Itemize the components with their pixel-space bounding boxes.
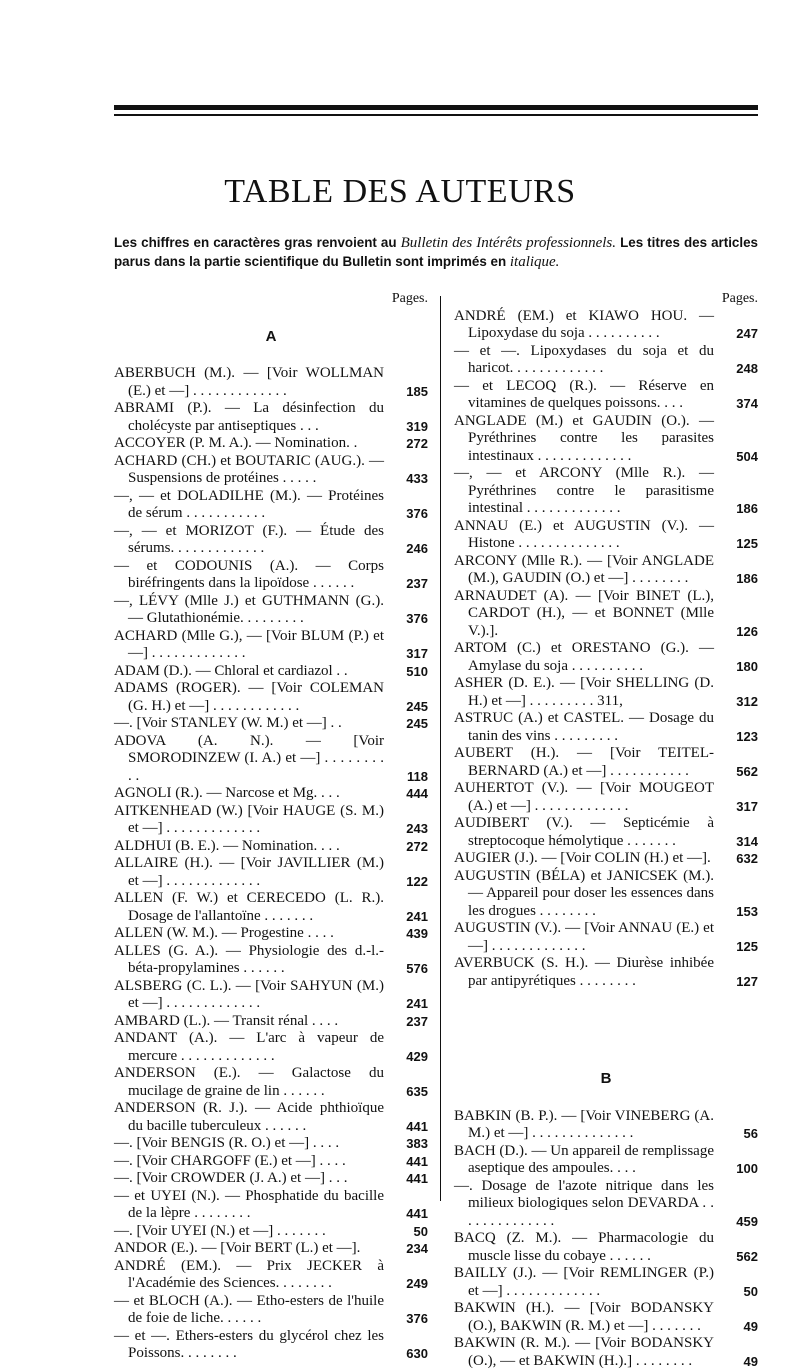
index-entry <box>114 803 428 838</box>
entry-text: ABRAMI (P.). — La désinfection du cholécyste par antiseptiques . . . <box>114 400 388 434</box>
index-entry <box>114 925 428 943</box>
entry-page-number: 248 <box>736 360 758 378</box>
index-entry <box>114 1223 428 1241</box>
entry-text: ANDERSON (E.). — Galactose du mucilage de graine de lin . . . . . . <box>114 1065 388 1099</box>
index-entry <box>114 715 428 733</box>
index-entry <box>114 838 428 856</box>
entry-page-number: 186 <box>736 500 758 518</box>
entry-text: ANDERSON (R. J.). — Acide phthioïque du bacille tuberculeux . . . . . . <box>114 1100 388 1134</box>
index-entry <box>454 868 758 921</box>
entry-page-number: 247 <box>736 325 758 343</box>
entry-page-number: 125 <box>736 938 758 956</box>
entry-text: ACHARD (CH.) et BOUTARIC (AUG.). — Suspensions de protéines . . . . . <box>114 453 388 487</box>
entry-text: — et LECOQ (R.). — Réserve en vitamines de quelques poissons. . . . <box>454 378 718 412</box>
index-entry <box>454 920 758 955</box>
pages-header-left: Pages. <box>114 290 428 308</box>
entry-page-number: 439 <box>406 925 428 943</box>
entry-text: ALSBERG (C. L.). — [Voir SAHYUN (M.) et —] . . . . . . . . . . . . . <box>114 978 388 1012</box>
entry-page-number: 632 <box>736 850 758 868</box>
entry-text: ANDRÉ (EM.). — Prix JECKER à l'Académie des Sciences. . . . . . . . <box>114 1258 388 1292</box>
entry-text: ALLES (G. A.). — Physiologie des d.-l.-béta-propylamines . . . . . . <box>114 943 384 977</box>
entry-page-number: 237 <box>406 1013 428 1031</box>
entry-page-number: 126 <box>736 623 758 641</box>
entry-text: ARCONY (Mlle R.). — [Voir ANGLADE (M.), GAUDIN (O.) et —] . . . . . . . . <box>454 553 718 587</box>
entry-page-number: 441 <box>406 1118 428 1136</box>
entry-text: BAKWIN (H.). — [Voir BODANSKY (O.), BAKWIN (R. M.) et —] . . . . . . . <box>454 1300 718 1334</box>
entry-text: AUDIBERT (V.). — Septicémie à streptocoque hémolytique . . . . . . . <box>454 815 718 849</box>
entry-text: ANDANT (A.). — L'arc à vapeur de mercure . . . . . . . . . . . . . <box>114 1030 388 1064</box>
index-entry <box>114 1013 428 1031</box>
entry-page-number: 49 <box>744 1318 758 1336</box>
entry-page-number: 243 <box>406 820 428 838</box>
entry-text: —, — et MORIZOT (F.). — Étude des sérums. . . . . . . . . . . . . <box>114 523 388 557</box>
index-entry <box>114 785 428 803</box>
index-entry <box>114 1100 428 1135</box>
index-entry <box>114 628 428 663</box>
entry-text: —. [Voir STANLEY (W. M.) et —] . . <box>114 715 342 731</box>
right-column <box>454 290 758 1370</box>
intro-paragraph <box>114 234 758 271</box>
entry-text: AUHERTOT (V.). — [Voir MOUGEOT (A.) et —] . . . . . . . . . . . . . <box>454 780 718 814</box>
entry-text: —. [Voir CROWDER (J. A.) et —] . . . <box>114 1170 347 1186</box>
intro-italic-1: Bulletin des Intérêts professionnels. <box>401 235 616 251</box>
page-title: TABLE DES AUTEURS <box>0 173 800 211</box>
entry-page-number: 125 <box>736 535 758 553</box>
entry-text: —, — et ARCONY (Mlle R.). — Pyréthrines contre le parasitisme intestinal . . . . . . . . . . . . . <box>454 465 718 516</box>
entry-text: AMBARD (L.). — Transit rénal . . . . <box>114 1013 338 1029</box>
index-entry <box>454 518 758 553</box>
entry-text: BABKIN (B. P.). — [Voir VINEBERG (A. M.) et —] . . . . . . . . . . . . . . <box>454 1108 718 1142</box>
entry-page-number: 562 <box>736 1248 758 1266</box>
entry-page-number: 510 <box>406 663 428 681</box>
left-entry-list <box>114 365 428 1363</box>
index-entry <box>114 1135 428 1153</box>
entry-page-number: 441 <box>406 1170 428 1188</box>
entry-text: BAKWIN (R. M.). — [Voir BODANSKY (O.), — et BAKWIN (H.).] . . . . . . . . <box>454 1335 718 1369</box>
index-entry <box>114 435 428 453</box>
entry-page-number: 272 <box>406 435 428 453</box>
entry-text: ASTRUC (A.) et CASTEL. — Dosage du tanin des vins . . . . . . . . . <box>454 710 718 744</box>
index-entry <box>454 588 758 641</box>
entry-text: ANGLADE (M.) et GAUDIN (O.). — Pyréthrines contre les parasites intestinaux . . . . . . . . . . . . . <box>454 413 718 464</box>
entry-page-number: 185 <box>406 383 428 401</box>
index-entry <box>454 1300 758 1335</box>
index-entry <box>114 453 428 488</box>
entry-page-number: 376 <box>406 505 428 523</box>
intro-italic-2: italique. <box>510 254 560 270</box>
entry-page-number: 234 <box>406 1240 428 1258</box>
entry-page-number: 245 <box>406 715 428 733</box>
entry-text: ALLAIRE (H.). — [Voir JAVILLIER (M.) et —] . . . . . . . . . . . . . <box>114 855 388 889</box>
entry-text: AUBERT (H.). — [Voir TEITEL-BERNARD (A.) et —] . . . . . . . . . . . <box>454 745 714 779</box>
intro-text-2: Les titres des articles parus dans la partie scientifique du Bulletin sont imprimés en <box>114 235 758 269</box>
entry-page-number: 444 <box>406 785 428 803</box>
entry-text: — et CODOUNIS (A.). — Corps biréfringents dans la lipoïdose . . . . . . <box>114 558 388 592</box>
entry-page-number: 245 <box>406 698 428 716</box>
section-letter-a: A <box>114 328 428 346</box>
entry-text: ADAMS (ROGER). — [Voir COLEMAN (G. H.) et —] . . . . . . . . . . . . <box>114 680 388 714</box>
index-entry <box>454 308 758 343</box>
entry-text: AGNOLI (R.). — Narcose et Mg. . . . <box>114 785 340 801</box>
left-column <box>114 290 428 1363</box>
index-entry <box>114 733 428 786</box>
index-entry <box>454 640 758 675</box>
pages-header-right: Pages. <box>454 290 758 308</box>
entry-page-number: 127 <box>736 973 758 991</box>
entry-page-number: 49 <box>744 1353 758 1370</box>
index-entry <box>454 780 758 815</box>
entry-page-number: 441 <box>406 1153 428 1171</box>
index-entry <box>454 850 758 868</box>
index-entry <box>454 710 758 745</box>
entry-page-number: 562 <box>736 763 758 781</box>
entry-text: AUGIER (J.). — [Voir COLIN (H.) et —]. <box>454 850 711 866</box>
index-entry <box>114 593 428 628</box>
entry-text: ALLEN (W. M.). — Progestine . . . . <box>114 925 334 941</box>
index-entry <box>114 1240 428 1258</box>
entry-text: ADAM (D.). — Chloral et cardiazol . . <box>114 663 348 679</box>
index-entry <box>454 745 758 780</box>
index-entry <box>454 1108 758 1143</box>
index-entry <box>114 1065 428 1100</box>
index-entry <box>454 465 758 518</box>
index-entry <box>454 1335 758 1370</box>
entry-page-number: 312 <box>736 693 758 711</box>
entry-page-number: 433 <box>406 470 428 488</box>
index-entry <box>114 1188 428 1223</box>
entry-page-number: 374 <box>736 395 758 413</box>
index-entry <box>454 675 758 710</box>
index-entry <box>454 553 758 588</box>
top-rule-thin <box>114 114 758 116</box>
entry-page-number: 153 <box>736 903 758 921</box>
index-entry <box>114 855 428 890</box>
entry-text: ALDHUI (B. E.). — Nomination. . . . <box>114 838 340 854</box>
entry-page-number: 50 <box>744 1283 758 1301</box>
entry-text: ACCOYER (P. M. A.). — Nomination. . <box>114 435 357 451</box>
index-entry <box>114 1328 428 1363</box>
entry-page-number: 122 <box>406 873 428 891</box>
index-entry <box>114 1258 428 1293</box>
index-entry <box>454 1178 758 1231</box>
entry-page-number: 504 <box>736 448 758 466</box>
index-entry <box>114 1170 428 1188</box>
index-entry <box>454 815 758 850</box>
entry-text: ANNAU (E.) et AUGUSTIN (V.). — Histone . . . . . . . . . . . . . . <box>454 518 718 552</box>
entry-text: —. [Voir CHARGOFF (E.) et —] . . . . <box>114 1153 346 1169</box>
entry-text: ADOVA (A. N.). — [Voir SMORODINZEW (I. A.) et —] . . . . . . . . . . <box>114 733 388 784</box>
entry-page-number: 180 <box>736 658 758 676</box>
entry-page-number: 241 <box>406 908 428 926</box>
entry-text: — et —. Lipoxydases du soja et du haricot. . . . . . . . . . . . . <box>454 343 718 377</box>
entry-text: BAILLY (J.). — [Voir REMLINGER (P.) et —] . . . . . . . . . . . . . <box>454 1265 718 1299</box>
entry-page-number: 576 <box>406 960 428 978</box>
entry-text: ACHARD (Mlle G.), — [Voir BLUM (P.) et —] . . . . . . . . . . . . . <box>114 628 388 662</box>
index-entry <box>114 365 428 400</box>
entry-text: —, — et DOLADILHE (M.). — Protéines de sérum . . . . . . . . . . . <box>114 488 388 522</box>
entry-page-number: 459 <box>736 1213 758 1231</box>
index-entry <box>114 1153 428 1171</box>
index-entry <box>454 413 758 466</box>
entry-text: AVERBUCK (S. H.). — Diurèse inhibée par antipyrétiques . . . . . . . . <box>454 955 718 989</box>
entry-text: ARNAUDET (A). — [Voir BINET (L.), CARDOT (H.), — et BONNET (Mlle V.).]. <box>454 588 718 639</box>
entry-page-number: 249 <box>406 1275 428 1293</box>
entry-page-number: 314 <box>736 833 758 851</box>
entry-page-number: 319 <box>406 418 428 436</box>
entry-text: AITKENHEAD (W.) [Voir HAUGE (S. M.) et —] . . . . . . . . . . . . . <box>114 803 388 837</box>
intro-text-1: Les chiffres en caractères gras renvoient au <box>114 235 401 250</box>
entry-page-number: 630 <box>406 1345 428 1363</box>
index-entry <box>114 1030 428 1065</box>
entry-text: —. [Voir UYEI (N.) et —] . . . . . . . <box>114 1223 326 1239</box>
top-rule-thick <box>114 105 758 110</box>
entry-page-number: 241 <box>406 995 428 1013</box>
index-entry <box>114 523 428 558</box>
index-entry <box>114 663 428 681</box>
entry-text: ANDOR (E.). — [Voir BERT (L.) et —]. <box>114 1240 360 1256</box>
index-entry <box>454 378 758 413</box>
section-letter-b: B <box>454 1070 758 1088</box>
index-entry <box>454 1143 758 1178</box>
entry-text: BACH (D.). — Un appareil de remplissage aseptique des ampoules. . . . <box>454 1143 718 1177</box>
entry-page-number: 56 <box>744 1125 758 1143</box>
entry-page-number: 383 <box>406 1135 428 1153</box>
entry-page-number: 429 <box>406 1048 428 1066</box>
entry-text: ANDRÉ (EM.) et KIAWO HOU. — Lipoxydase du soja . . . . . . . . . . <box>454 308 718 342</box>
entry-page-number: 237 <box>406 575 428 593</box>
entry-page-number: 50 <box>414 1223 428 1241</box>
entry-page-number: 272 <box>406 838 428 856</box>
entry-text: ASHER (D. E.). — [Voir SHELLING (D. H.) et —] . . . . . . . . . 311, <box>454 675 718 709</box>
index-entry <box>114 680 428 715</box>
entry-page-number: 317 <box>406 645 428 663</box>
entry-text: ARTOM (C.) et ORESTANO (G.). — Amylase du soja . . . . . . . . . . <box>454 640 717 674</box>
entry-page-number: 186 <box>736 570 758 588</box>
index-entry <box>114 488 428 523</box>
entry-text: —. Dosage de l'azote nitrique dans les milieux biologiques selon DEVARDA . . . . . . . . . . . . . . <box>454 1178 718 1229</box>
index-entry <box>114 943 428 978</box>
right-entry-list-a <box>454 308 758 991</box>
index-entry <box>454 1230 758 1265</box>
index-entry <box>454 955 758 990</box>
index-entry <box>114 978 428 1013</box>
column-divider <box>440 296 441 1201</box>
entry-text: —. [Voir BENGIS (R. O.) et —] . . . . <box>114 1135 339 1151</box>
index-entry <box>114 558 428 593</box>
index-entry <box>454 1265 758 1300</box>
entry-text: AUGUSTIN (BÉLA) et JANICSEK (M.). — Appareil pour doser les essences dans les drogues . . . . . . . . <box>454 868 718 919</box>
entry-page-number: 118 <box>407 768 428 786</box>
index-entry <box>454 343 758 378</box>
entry-page-number: 635 <box>406 1083 428 1101</box>
entry-page-number: 123 <box>736 728 758 746</box>
entry-text: BACQ (Z. M.). — Pharmacologie du muscle lisse du cobaye . . . . . . <box>454 1230 718 1264</box>
entry-page-number: 376 <box>406 610 428 628</box>
index-entry <box>114 890 428 925</box>
entry-text: ALLEN (F. W.) et CERECEDO (L. R.). Dosage de l'allantoïne . . . . . . . <box>114 890 388 924</box>
entry-page-number: 376 <box>406 1310 428 1328</box>
entry-page-number: 246 <box>406 540 428 558</box>
entry-text: — et UYEI (N.). — Phosphatide du bacille de la lèpre . . . . . . . . <box>114 1188 388 1222</box>
entry-page-number: 317 <box>736 798 758 816</box>
entry-text: AUGUSTIN (V.). — [Voir ANNAU (E.) et —] . . . . . . . . . . . . . <box>454 920 718 954</box>
entry-text: — et —. Ethers-esters du glycérol chez les Poissons. . . . . . . . <box>114 1328 388 1362</box>
entry-page-number: 441 <box>406 1205 428 1223</box>
index-entry <box>114 1293 428 1328</box>
right-entry-list-b <box>454 1108 758 1370</box>
entry-text: —, LÉVY (Mlle J.) et GUTHMANN (G.). — Glutathionémie. . . . . . . . . <box>114 593 388 627</box>
entry-text: — et BLOCH (A.). — Etho-esters de l'huile de foie de liche. . . . . . <box>114 1293 388 1327</box>
index-entry <box>114 400 428 435</box>
entry-page-number: 100 <box>736 1160 758 1178</box>
entry-text: ABERBUCH (M.). — [Voir WOLLMAN (E.) et —] . . . . . . . . . . . . . <box>114 365 388 399</box>
